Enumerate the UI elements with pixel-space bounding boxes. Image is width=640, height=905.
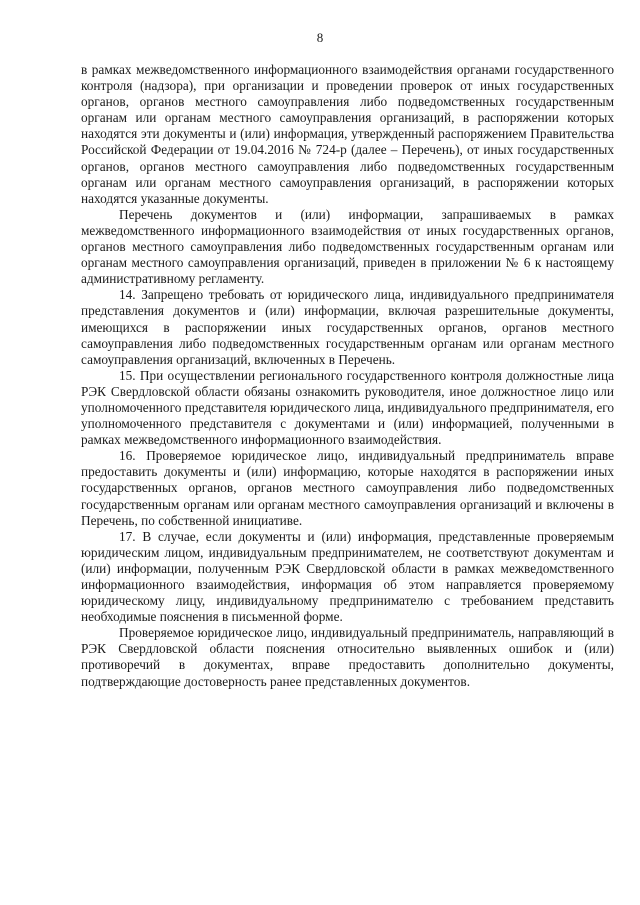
document-body	[81, 62, 614, 690]
paragraph-3-item-14: 14. Запрещено требовать от юридического лица, индивидуального предпринимателя представления документов и (или) информации, включая разрешительные документы, имеющихся в распоряжении иных государственных органов, органов местного самоуправления либо подведомственных государственным органам или органам местного самоуправления организаций, включенных в Перечень.	[81, 287, 614, 367]
page-number: 8	[316, 30, 324, 45]
paragraph-2: Перечень документов и (или) информации, запрашиваемых в рамках межведомственного информационного взаимодействия от иных государственных органов, органов местного самоуправления либо подведомственных государственным органам или органам местного самоуправления организаций, приведен в приложении № 6 к настоящему административному регламенту.	[81, 206, 614, 287]
paragraph-6-item-17: 17. В случае, если документы и (или) информация, представленные проверяемым юридическим лицом, индивидуальным предпринимателем, не соответствуют документам и (или) информации, полученным РЭК Свердловской области в рамках межведомственного информационного взаимодействия, информация об этом направляется проверяемому юридическому лицу, индивидуальному предпринимателю с требованием представить необходимые пояснения в письменной форме.	[81, 528, 614, 625]
paragraph-4-item-15: 15. При осуществлении регионального государственного контроля должностные лица РЭК Свердловской области обязаны ознакомить руководителя, иное должностное лицо или уполномоченного представителя юридического лица, индивидуального предпринимателя, его уполномоченного представителя с документами и (или) информацией, полученными в рамках межведомственного информационного взаимодействия.	[81, 367, 614, 448]
paragraph-5-item-16: 16. Проверяемое юридическое лицо, индивидуальный предприниматель вправе предоставить документы и (или) информацию, которые находятся в распоряжении иных государственных органов, органов местного самоуправления либо подведомственных государственным органам или органам местного самоуправления организаций и включены в Перечень, по собственной инициативе.	[81, 448, 614, 528]
paragraph-7: Проверяемое юридическое лицо, индивидуальный предприниматель, направляющий в РЭК Свердловской области пояснения относительно выявленных ошибок и (или) противоречий в документах, вправе предоставить дополнительно документы, подтверждающие достоверность ранее представленных документов.	[81, 625, 614, 689]
paragraph-1: в рамках межведомственного информационного взаимодействия органами государственного контроля (надзора), при организации и проведении проверок от иных государственных органов, органов местного самоуправления либо подведомственных государственным органам или органам местного самоуправления организаций, в распоряжении которых находятся эти документы и (или) информация, утвержденный распоряжением Правительства Российской Федерации от 19.04.2016 № 724-р (далее – Перечень), от иных государственных органов, органов местного самоуправления либо подведомственных государственным органам или органам местного самоуправления организаций, в распоряжении которых находятся указанные документы.	[81, 62, 614, 206]
